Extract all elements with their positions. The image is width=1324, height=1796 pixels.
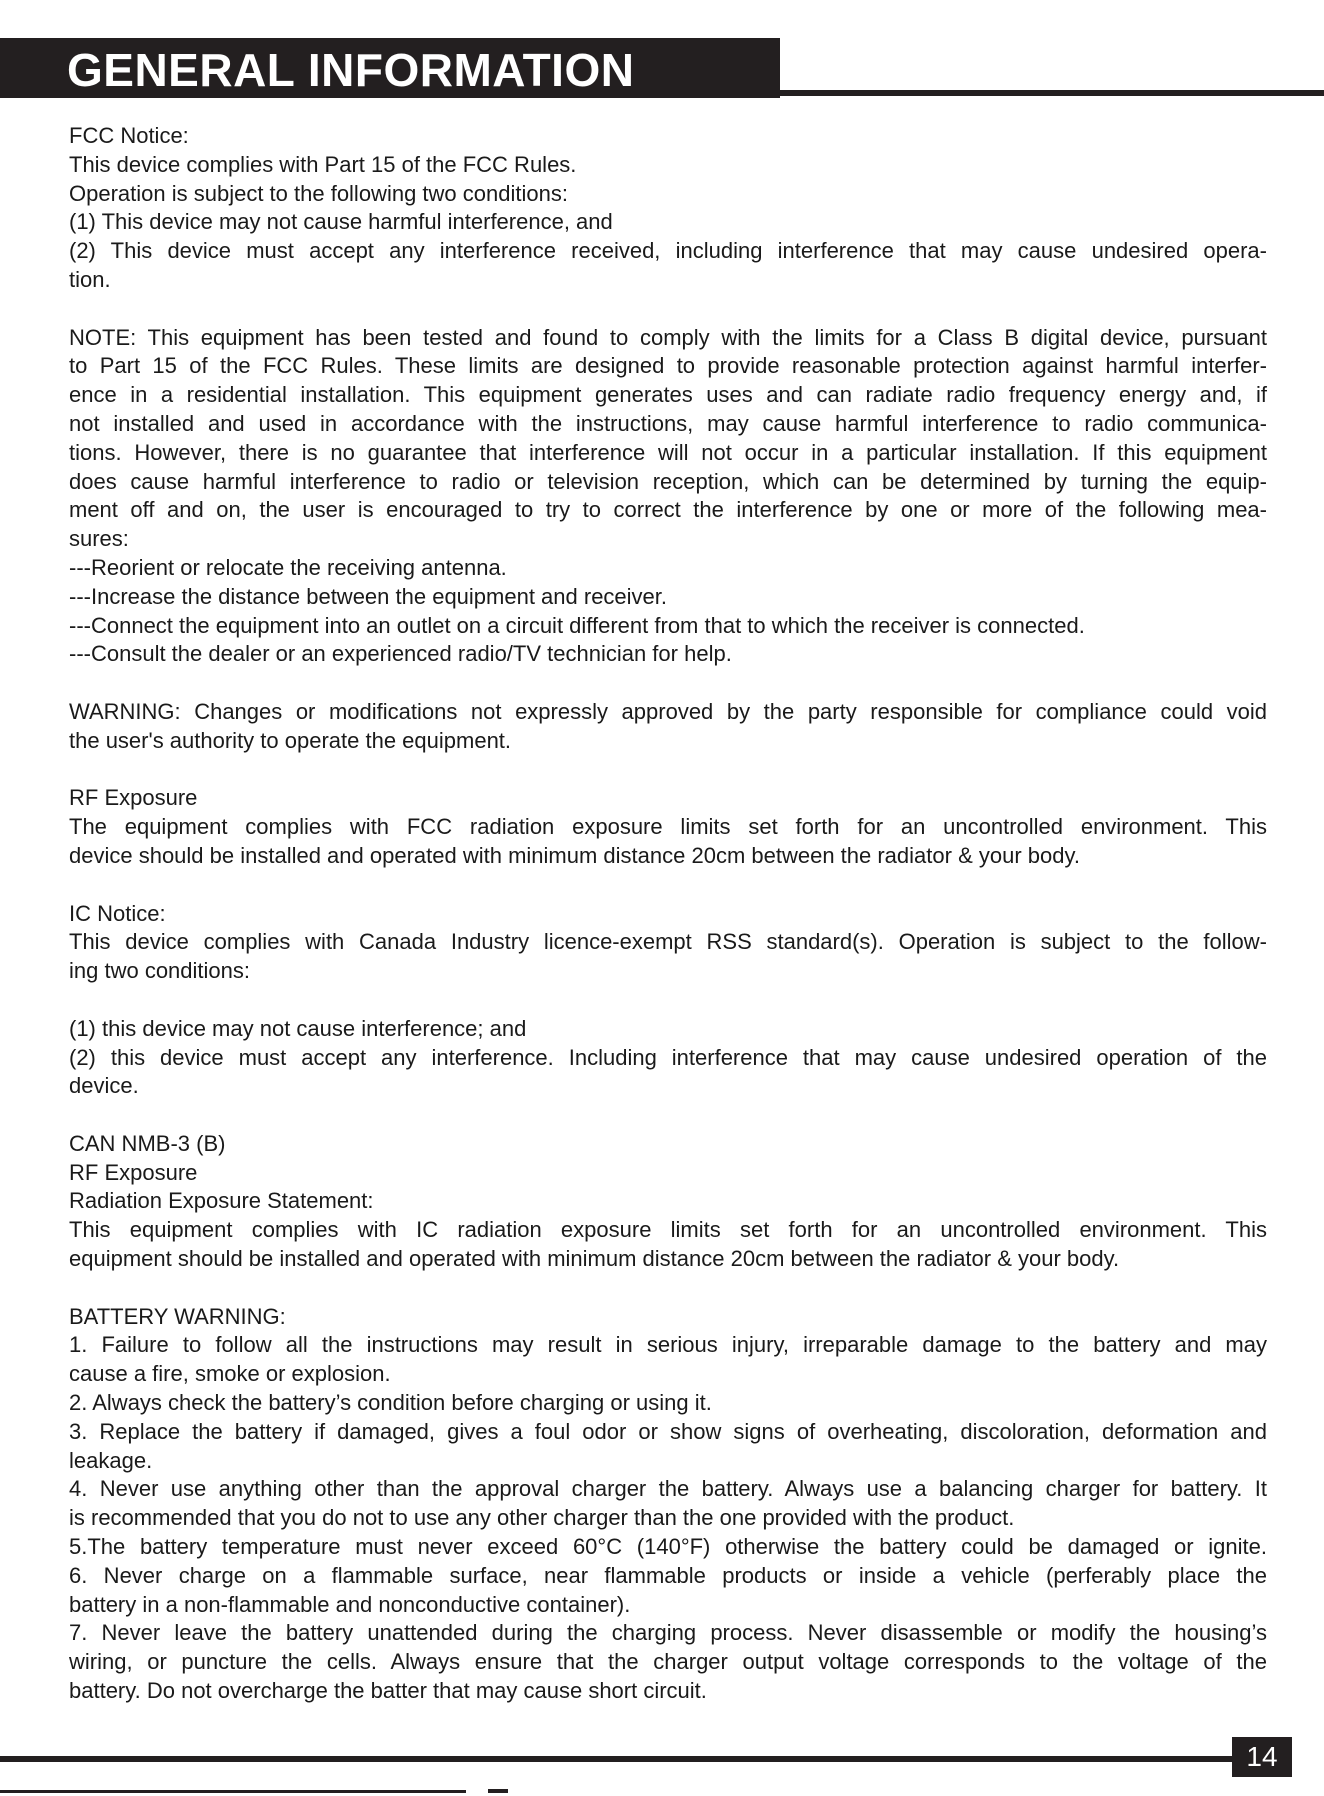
battery-line: cause a fire, smoke or explosion. [69, 1361, 391, 1387]
can-line: equipment should be installed and operated with minimum distance 20cm between the radiator & your body. [69, 1246, 1120, 1272]
can-line: Radiation Exposure Statement: [69, 1188, 374, 1214]
battery-line: 3. Replace the battery if damaged, gives a foul odor or show signs of overheating, discoloration, deformation and [69, 1418, 1267, 1444]
footer-rule [0, 1756, 1232, 1762]
measure-item: ---Connect the equipment into an outlet on a circuit different from that to which the receiver is connected. [69, 612, 1085, 638]
warning-section [69, 698, 1267, 756]
rf-exposure-heading: RF Exposure [69, 785, 198, 811]
page-title: GENERAL INFORMATION [67, 44, 635, 96]
header-rule [780, 90, 1324, 96]
fcc-line: (1) This device may not cause harmful interference, and [69, 209, 613, 235]
warning-line: the user's authority to operate the equipment. [69, 727, 512, 753]
battery-warning-section [69, 1303, 1267, 1706]
rf-exposure-line: The equipment complies with FCC radiation exposure limits set forth for an uncontrolled environment. This [69, 814, 1267, 840]
battery-line: wiring, or puncture the cells. Always ensure that the charger output voltage corresponds to the voltage of the [69, 1649, 1267, 1675]
can-section [69, 1130, 1267, 1274]
header-accent-block [744, 38, 780, 98]
measure-item: ---Consult the dealer or an experienced radio/TV technician for help. [69, 641, 732, 667]
can-line: RF Exposure [69, 1159, 198, 1185]
note-line: not installed and used in accordance with the instructions, may cause harmful interference to radio communica- [69, 410, 1267, 436]
note-line: ence in a residential installation. This equipment generates uses and can radiate radio frequency energy and, if [69, 382, 1267, 408]
fcc-line: (2) This device must accept any interference received, including interference that may cause undesired opera- [69, 238, 1267, 264]
ic-conditions-section [69, 1015, 1267, 1101]
measure-item: ---Reorient or relocate the receiving antenna. [69, 554, 507, 580]
battery-line: 5.The battery temperature must never exceed 60°C (140°F) otherwise the battery could be damaged or ignite. [69, 1534, 1267, 1560]
note-line: NOTE: This equipment has been tested and found to comply with the limits for a Class B digital device, pursuant [69, 324, 1267, 350]
fcc-line: Operation is subject to the following two conditions: [69, 180, 568, 206]
battery-warning-heading: BATTERY WARNING: [69, 1303, 286, 1329]
fcc-line: tion. [69, 266, 111, 292]
can-line: This equipment complies with IC radiation exposure limits set forth for an uncontrolled environment. This [69, 1217, 1267, 1243]
fcc-notice-section [69, 122, 1267, 295]
warning-line: WARNING: Changes or modifications not expressly approved by the party responsible for compliance could void [69, 698, 1267, 724]
battery-line: 2. Always check the battery’s condition before charging or using it. [69, 1390, 712, 1416]
battery-line: 1. Failure to follow all the instructions may result in serious injury, irreparable damage to the battery and may [69, 1332, 1267, 1358]
battery-line: battery. Do not overcharge the batter that may cause short circuit. [69, 1678, 707, 1704]
ic-notice-heading: IC Notice: [69, 900, 166, 926]
battery-line: battery in a non-flammable and nonconductive container). [69, 1591, 631, 1617]
can-line: CAN NMB-3 (B) [69, 1130, 226, 1156]
ic-line: This device complies with Canada Industry licence-exempt RSS standard(s). Operation is subject to the follow- [69, 929, 1267, 955]
note-line: ment off and on, the user is encouraged to try to correct the interference by one or more of the following mea- [69, 497, 1267, 523]
battery-line: is recommended that you do not to use any other charger than the one provided with the product. [69, 1505, 1015, 1531]
rf-exposure-section [69, 784, 1267, 870]
page-number: 14 [1246, 1741, 1278, 1772]
note-section [69, 324, 1267, 670]
ic-condition: device. [69, 1073, 139, 1099]
fcc-notice-heading: FCC Notice: [69, 123, 189, 148]
ic-condition: (2) this device must accept any interference. Including interference that may cause undesired operation of the [69, 1044, 1267, 1070]
note-line: sures: [69, 526, 129, 552]
note-line: does cause harmful interference to radio or television reception, which can be determined by turning the equip- [69, 468, 1267, 494]
ic-condition: (1) this device may not cause interference; and [69, 1015, 527, 1041]
battery-line: 6. Never charge on a flammable surface, near flammable products or inside a vehicle (perferably place the [69, 1562, 1267, 1588]
battery-line: leakage. [69, 1447, 153, 1473]
bottom-rule [0, 1790, 466, 1793]
fcc-line: This device complies with Part 15 of the FCC Rules. [69, 151, 577, 177]
battery-line: 7. Never leave the battery unattended during the charging process. Never disassemble or modify the housing’s [69, 1620, 1267, 1646]
rf-exposure-line: device should be installed and operated with minimum distance 20cm between the radiator & your body. [69, 842, 1080, 868]
battery-line: 4. Never use anything other than the approval charger the battery. Always use a balancing charger for battery. It [69, 1476, 1267, 1502]
note-line: tions. However, there is no guarantee that interference will not occur in a particular installation. If this equipment [69, 439, 1267, 465]
ic-notice-section [69, 900, 1267, 986]
bottom-mark [488, 1789, 508, 1793]
document-body [69, 122, 1267, 1735]
note-line: to Part 15 of the FCC Rules. These limits are designed to provide reasonable protection against harmful interfer- [69, 353, 1267, 379]
ic-line: ing two conditions: [69, 958, 250, 984]
measure-item: ---Increase the distance between the equipment and receiver. [69, 583, 668, 609]
